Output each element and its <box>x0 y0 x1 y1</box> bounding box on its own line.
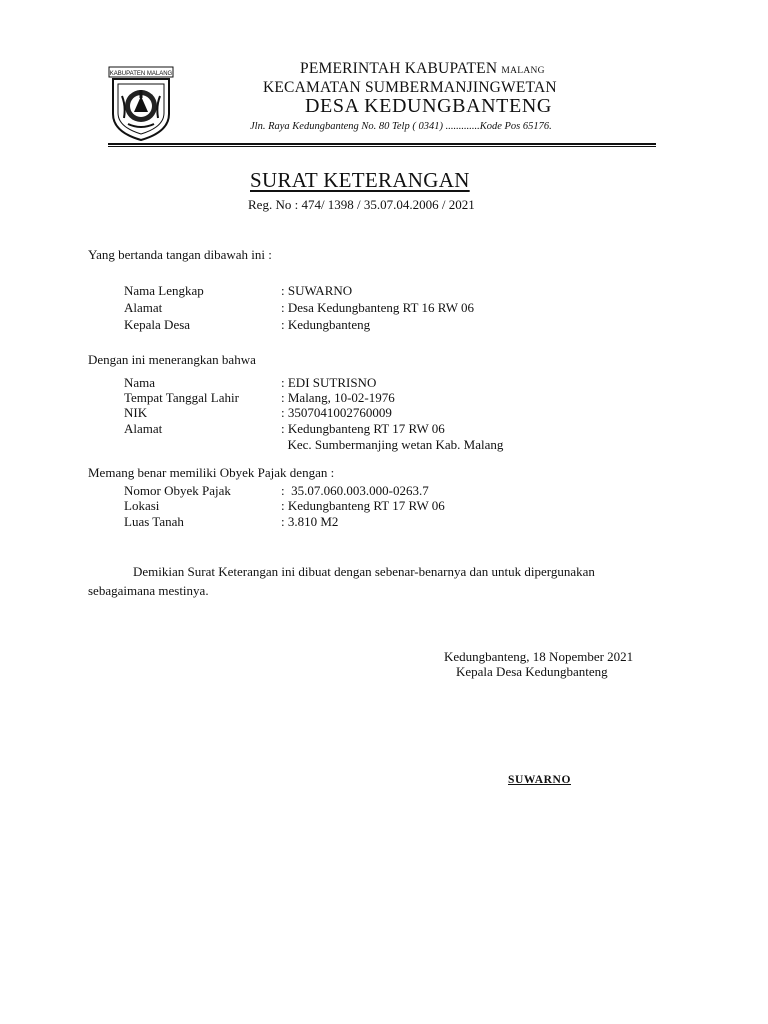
statement-text: Dengan ini menerangkan bahwa <box>88 352 256 367</box>
tax-value: : Kedungbanteng RT 17 RW 06 <box>281 498 445 513</box>
intro-text: Yang bertanda tangan dibawah ini : <box>88 247 272 262</box>
letterhead-regency: MALANG <box>501 66 545 76</box>
person-value: : Malang, 10-02-1976 <box>281 390 395 405</box>
signer-value: : Kedungbanteng <box>281 317 371 332</box>
document-title: SURAT KETERANGAN <box>250 168 470 192</box>
signer-label: Kepala Desa <box>124 317 191 332</box>
signer-label: Alamat <box>124 300 163 315</box>
person-value: : 3507041002760009 <box>281 405 392 420</box>
signature-role: Kepala Desa Kedungbanteng <box>456 664 608 679</box>
signature-name: SUWARNO <box>508 774 571 786</box>
person-label: Nama <box>124 375 156 390</box>
person-label: Alamat <box>124 421 163 436</box>
person-value: : EDI SUTRISNO <box>281 375 377 390</box>
letterhead-address: Jln. Raya Kedungbanteng No. 80 Telp ( 0341) .............Kode Pos 65176. <box>250 121 552 132</box>
letterhead-district: KECAMATAN SUMBERMANJINGWETAN <box>263 79 557 96</box>
letterhead-divider-thin <box>108 146 656 147</box>
tax-intro-text: Memang benar memiliki Obyek Pajak dengan : <box>88 465 335 480</box>
letterhead-line-1 <box>300 60 545 78</box>
tax-value: : 35.07.060.003.000-0263.7 <box>281 483 429 498</box>
logo-text: KABUPATEN MALANG <box>109 71 173 77</box>
tax-label: Nomor Obyek Pajak <box>124 483 231 498</box>
tax-value: : 3.810 M2 <box>281 514 339 529</box>
letterhead-divider-thick <box>108 143 656 145</box>
signer-value: : Desa Kedungbanteng RT 16 RW 06 <box>281 300 474 315</box>
tax-label: Lokasi <box>124 498 160 513</box>
signer-label: Nama Lengkap <box>124 283 204 298</box>
person-value: Kec. Sumbermanjing wetan Kab. Malang <box>281 437 504 452</box>
tax-label: Luas Tanah <box>124 514 184 529</box>
signature-place-date: Kedungbanteng, 18 Nopember 2021 <box>444 649 634 664</box>
registration-number: Reg. No : 474/ 1398 / 35.07.04.2006 / 2021 <box>248 197 475 212</box>
signer-value: : SUWARNO <box>281 283 353 298</box>
person-label: Tempat Tanggal Lahir <box>124 390 239 405</box>
letterhead-village: DESA KEDUNGBANTENG <box>305 95 552 117</box>
person-value: : Kedungbanteng RT 17 RW 06 <box>281 421 445 436</box>
kabupaten-malang-emblem-icon <box>108 66 174 142</box>
letterhead-government: PEMERINTAH KABUPATEN <box>300 60 498 77</box>
person-label: NIK <box>124 405 148 420</box>
closing-paragraph: Demikian Surat Keterangan ini dibuat dengan sebenar-benarnya dan untuk dipergunakan sebagaimana mestinya. <box>88 564 595 598</box>
